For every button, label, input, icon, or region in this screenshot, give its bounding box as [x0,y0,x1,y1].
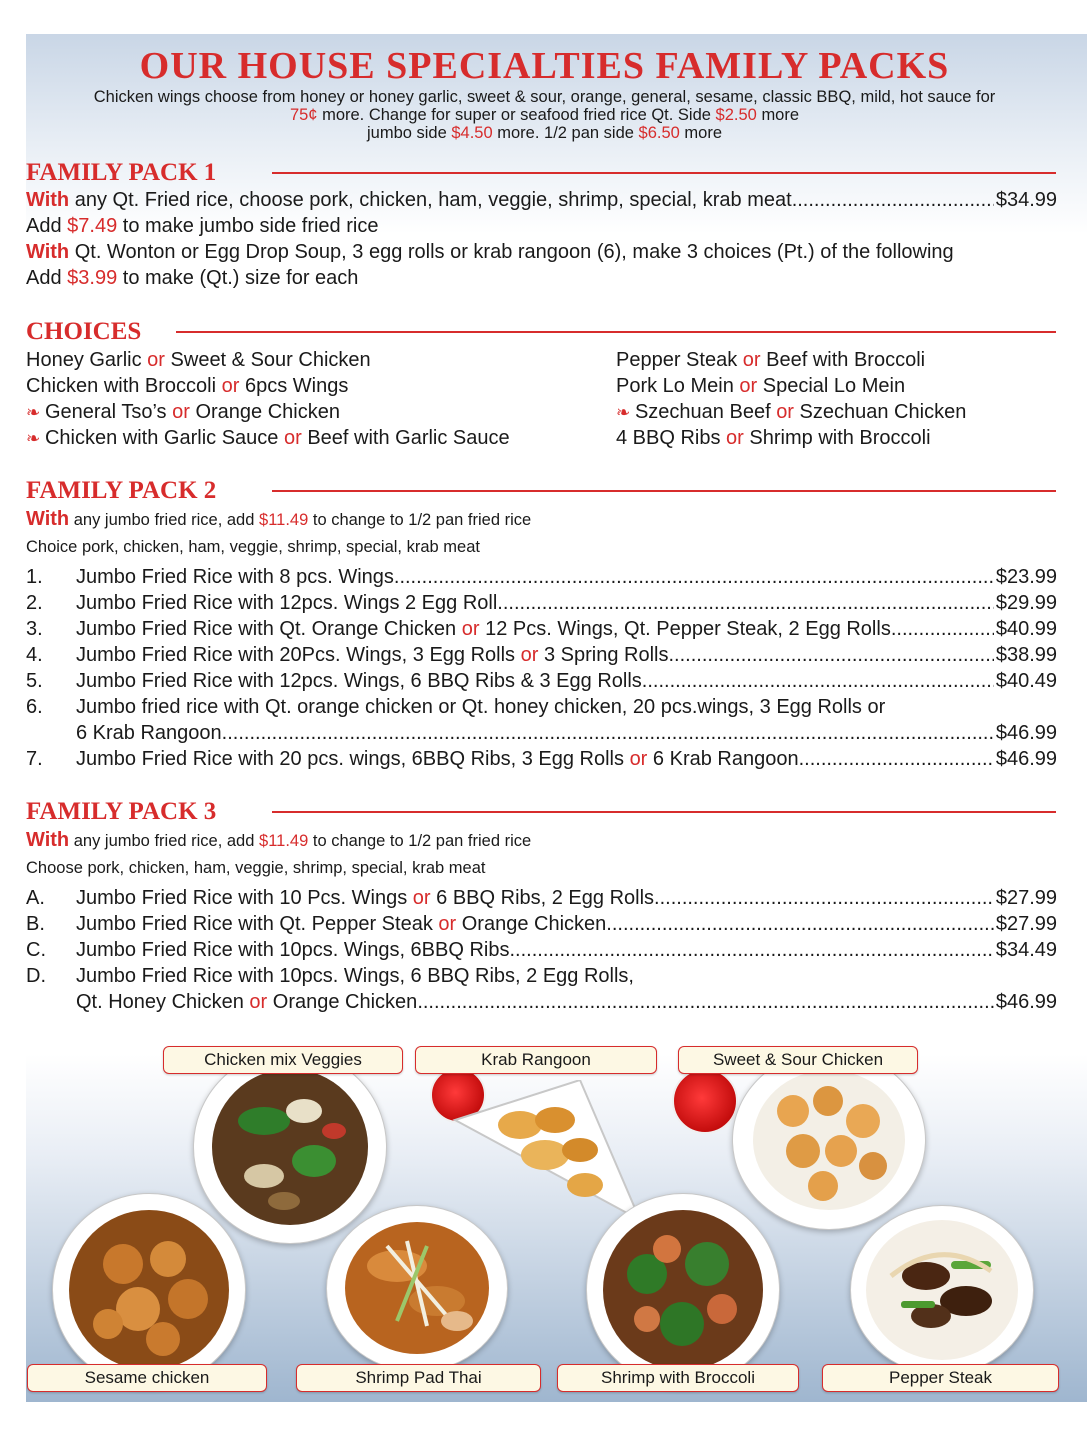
or-word: or [438,913,457,935]
item-description [76,990,994,1014]
pack2-note [26,507,531,532]
pack2-item [26,747,1057,771]
item-number: 1. [26,566,43,588]
pack1-add-2 [26,266,358,290]
pack2-note-text-2: to change to 1/2 pan fried rice [312,511,532,529]
item-text: Jumbo Fried Rice with 10pcs. Wings, 6 BBQ Ribs, 2 Egg Rolls, [76,965,634,987]
item-description [76,643,994,667]
item-price: $46.99 [995,722,1057,744]
or-word: or [412,887,431,909]
pack1-desc-1: any Qt. Fried rice, choose pork, chicken, ham, veggie, shrimp, special, krab meat [74,189,792,211]
item-description [76,886,994,910]
pack1-add-price-2: $3.99 [67,267,118,289]
intro-line-3b: more. 1/2 pan side [497,124,634,142]
pack2-rule [272,490,1056,492]
choice-a: General Tso’s [44,401,167,423]
intro-text [30,88,1059,142]
choice-a: Szechuan Beef [634,401,771,423]
leader-dots [891,617,994,641]
pack3-item [26,938,1057,962]
pack3-note [26,828,531,853]
leader-dots [642,669,994,693]
choice-item [26,374,348,398]
item-text-cont: Qt. Honey Chicken [76,991,244,1013]
item-text: Jumbo Fried Rice with 12pcs. Wings 2 Egg Roll [76,592,498,614]
label-shrimp-pad-thai: Shrimp Pad Thai [296,1364,541,1392]
with-label: With [26,241,70,263]
pack1-add-price-1: $7.49 [67,215,118,237]
choice-b: Sweet & Sour Chicken [170,349,371,371]
or-word: or [726,427,744,449]
choices-heading: CHOICES [26,318,142,345]
item-number: D. [26,965,46,987]
label-shrimp-with-broccoli: Shrimp with Broccoli [557,1364,799,1392]
intro-price-3: $4.50 [451,124,493,142]
sauce-cup [672,1068,738,1134]
intro-line-2a: more. Change for super or seafood fried rice Qt. Side [322,106,711,124]
item-description [76,565,994,589]
item-price: $27.99 [995,913,1057,935]
choice-b: Orange Chicken [195,401,340,423]
page-title: OUR HOUSE SPECIALTIES FAMILY PACKS [139,45,950,87]
pack3-item-continued [26,990,1057,1014]
item-number: 3. [26,618,43,640]
item-text: Jumbo Fried Rice with 10 Pcs. Wings [76,887,408,909]
photo-krab-rangoon [445,1080,645,1230]
or-word: or [520,644,539,666]
label-krab-rangoon: Krab Rangoon [415,1046,657,1074]
item-text-2: 6 Krab Rangoon [652,748,799,770]
choice-a: 4 BBQ Ribs [616,427,721,449]
choices-rule [176,331,1056,333]
leader-dots [654,886,994,910]
leader-dots [669,643,994,667]
leader-dots [606,912,994,936]
choice-item [616,400,966,425]
label-sweet-sour-chicken: Sweet & Sour Chicken [678,1046,918,1074]
choice-item [26,400,340,425]
item-text-2: 6 BBQ Ribs, 2 Egg Rolls [436,887,655,909]
pack3-item [26,912,1057,936]
item-price: $23.99 [995,566,1057,588]
pack3-item [26,886,1057,910]
choice-b: Szechuan Chicken [799,401,967,423]
photo-chicken-mix-veggies [193,1050,387,1244]
or-word: or [742,349,761,371]
intro-line-3c: more [684,124,723,142]
hot-pepper-icon: ❧ [616,403,635,422]
or-word: or [629,748,648,770]
item-description [76,912,994,936]
item-description [76,964,1057,988]
photo-sweet-sour-chicken [732,1050,926,1230]
item-description [76,591,994,615]
pad-thai-dish [327,1206,507,1371]
item-number-spacer [26,721,76,745]
item-description [76,938,994,962]
photo-shrimp-with-broccoli [586,1193,780,1387]
photo-shrimp-pad-thai [326,1205,508,1372]
item-text: Jumbo Fried Rice with 12pcs. Wings, 6 BBQ Ribs & 3 Egg Rolls [76,670,642,692]
item-price: $40.49 [995,670,1057,692]
pepper-steak-dish [851,1206,1033,1374]
item-text: Jumbo Fried Rice with 20Pcs. Wings, 3 Egg Rolls [76,644,516,666]
pack1-price: $34.99 [995,189,1057,211]
choice-item [616,426,931,450]
choice-a: Pork Lo Mein [616,375,734,397]
pack2-item [26,591,1057,615]
pack1-line-2 [26,240,954,264]
leader-dots [394,565,994,589]
item-text: Jumbo Fried Rice with Qt. Pepper Steak [76,913,433,935]
item-number: 4. [26,644,43,666]
item-text-cont: 6 Krab Rangoon [76,722,222,744]
hot-pepper-icon: ❧ [26,403,45,422]
or-word: or [249,991,268,1013]
label-chicken-mix-veggies: Chicken mix Veggies [163,1046,403,1074]
pack1-line-1 [26,188,1057,212]
sesame-chicken-dish [53,1194,245,1386]
krab-rangoon-dish [445,1080,645,1230]
choice-b: Beef with Garlic Sauce [307,427,510,449]
pack2-item [26,669,1057,693]
item-price: $46.99 [995,748,1057,770]
choice-b: Special Lo Mein [762,375,906,397]
intro-price-2: $2.50 [715,106,757,124]
item-number: A. [26,887,45,909]
item-text: Jumbo Fried Rice with 20 pcs. wings, 6BBQ Ribs, 3 Egg Rolls [76,748,624,770]
leader-dots [510,938,994,962]
pack3-note-price: $11.49 [259,832,309,850]
label-pepper-steak: Pepper Steak [822,1364,1059,1392]
choice-a: Pepper Steak [616,349,738,371]
leader-dots [799,747,994,771]
hot-pepper-icon: ❧ [26,429,45,448]
choice-a: Chicken with Broccoli [26,375,217,397]
pack2-item [26,617,1057,641]
or-word: or [776,401,794,423]
intro-price-4: $6.50 [638,124,680,142]
choice-b: Beef with Broccoli [766,349,926,371]
pack2-item [26,643,1057,667]
item-price: $34.49 [995,939,1057,961]
item-text: Jumbo fried rice with Qt. orange chicken or Qt. honey chicken, 20 pcs.wings, 3 Egg Rolls or [76,696,886,718]
item-number: B. [26,913,45,935]
choice-b: 6pcs Wings [245,375,349,397]
pack1-add-1 [26,214,378,238]
item-number: 5. [26,670,43,692]
pack2-heading: FAMILY PACK 2 [26,477,217,504]
shrimp-broccoli-dish [587,1194,779,1386]
intro-line-2b: more [761,106,800,124]
pack1-heading: FAMILY PACK 1 [26,159,217,186]
sweet-sour-chicken-dish [733,1051,925,1229]
choice-b: Shrimp with Broccoli [749,427,931,449]
add-label: Add [26,267,62,289]
item-text: Jumbo Fried Rice with 8 pcs. Wings [76,566,394,588]
or-word: or [221,375,240,397]
choice-item [616,348,925,372]
pack1-add-text-2: to make (Qt.) size for each [122,267,359,289]
or-word: or [283,427,302,449]
or-word: or [461,618,480,640]
item-description [76,747,994,771]
pack1-rule [272,172,1056,174]
intro-price-1: 75¢ [289,106,318,124]
item-price: $38.99 [995,644,1057,666]
photo-pepper-steak [850,1205,1034,1375]
pack2-item-continued [26,721,1057,745]
pack1-desc-2: Qt. Wonton or Egg Drop Soup, 3 egg rolls or krab rangoon (6), make 3 choices (Pt.) of the following [74,241,954,263]
choice-item [26,426,510,451]
with-label: With [26,508,70,530]
pack3-rule [272,811,1056,813]
choice-item [26,348,371,372]
pack3-note-text-2: to change to 1/2 pan fried rice [312,832,532,850]
with-label: With [26,189,70,211]
item-price: $40.99 [995,618,1057,640]
item-text: Jumbo Fried Rice with 10pcs. Wings, 6BBQ Ribs [76,939,510,961]
choice-a: Chicken with Garlic Sauce [44,427,279,449]
item-description [76,617,994,641]
or-word: or [739,375,758,397]
intro-line-1: Chicken wings choose from honey or honey garlic, sweet & sour, orange, general, sesame, classic BBQ, mild, hot sauce for [93,88,996,106]
item-number: 2. [26,592,43,614]
item-number: 6. [26,696,43,718]
chicken-veggies-dish [194,1051,386,1243]
leader-dots [497,591,994,615]
choice-item [616,374,905,398]
with-label: With [26,829,70,851]
pack2-item [26,695,1057,719]
pack3-item [26,964,1057,988]
label-sesame-chicken: Sesame chicken [27,1364,267,1392]
pack3-note-text: any jumbo fried rice, add [73,832,255,850]
pack2-note-text: any jumbo fried rice, add [73,511,255,529]
pack3-heading: FAMILY PACK 3 [26,798,217,825]
item-number-spacer [26,990,76,1014]
item-text-2: Orange Chicken [461,913,607,935]
item-price: $27.99 [995,887,1057,909]
item-number: C. [26,939,46,961]
or-word: or [147,349,165,371]
intro-line-3a: jumbo side [366,124,447,142]
item-number: 7. [26,748,43,770]
item-description [76,721,994,745]
add-label: Add [26,215,62,237]
item-text: Jumbo Fried Rice with Qt. Orange Chicken [76,618,457,640]
choice-a: Honey Garlic [26,349,142,371]
pack2-choice-line: Choice pork, chicken, ham, veggie, shrimp, special, krab meat [26,538,480,556]
item-description [76,695,1057,719]
photo-sesame-chicken [52,1193,246,1387]
or-word: or [172,401,190,423]
pack2-item [26,565,1057,589]
item-text-2: 12 Pcs. Wings, Qt. Pepper Steak, 2 Egg Rolls [485,618,891,640]
pack3-choice-line: Choose pork, chicken, ham, veggie, shrimp, special, krab meat [26,859,486,877]
item-price: $46.99 [995,991,1057,1013]
item-description [76,669,994,693]
item-text-2: 3 Spring Rolls [543,644,669,666]
item-text-cont-2: Orange Chicken [272,991,418,1013]
leader-dots [417,990,994,1014]
pack2-note-price: $11.49 [259,511,309,529]
leader-dots [222,721,994,745]
item-price: $29.99 [995,592,1057,614]
pack1-add-text-1: to make jumbo side fried rice [122,215,379,237]
